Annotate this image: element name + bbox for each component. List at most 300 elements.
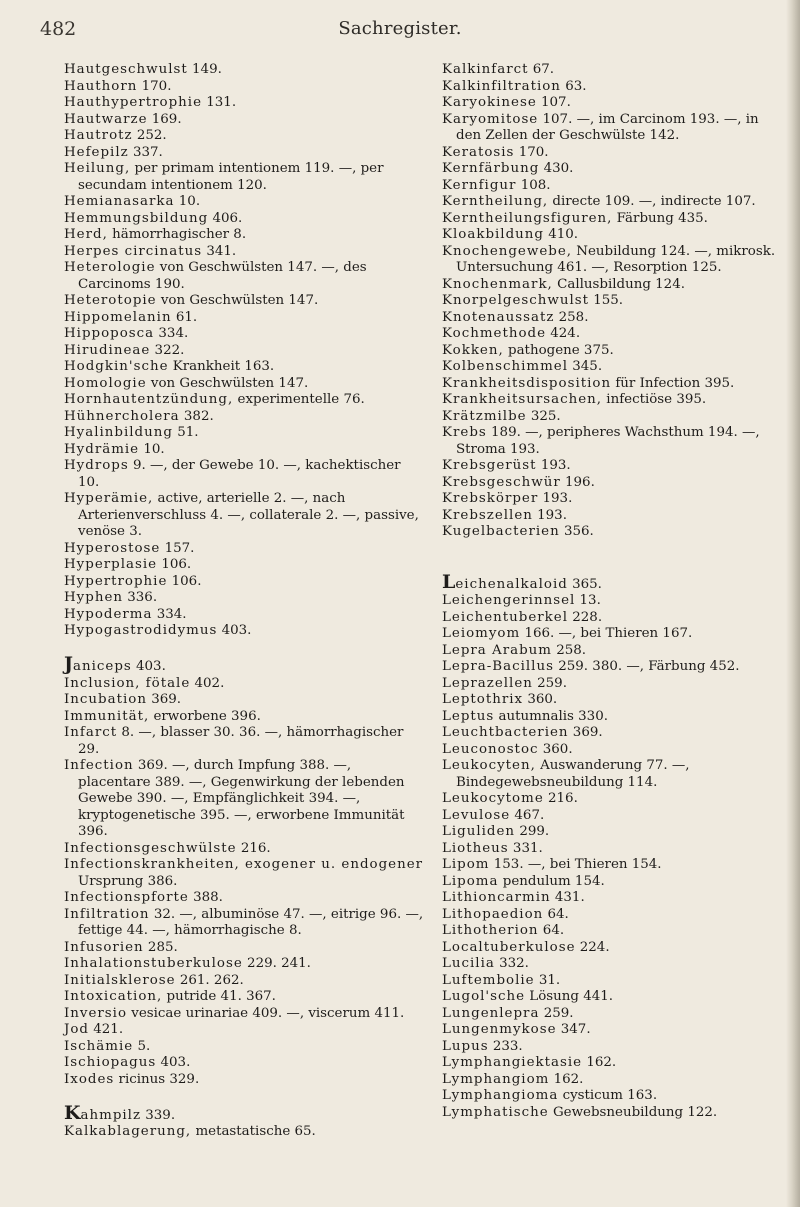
entry-keyword: Hippomelanin (64, 309, 172, 325)
index-entry (64, 244, 426, 261)
entry-references: pathogene 375. (503, 342, 614, 358)
entry-keyword: Knochengewebe, (442, 243, 572, 259)
index-entry (442, 923, 788, 940)
entry-references: 13. (575, 593, 601, 608)
section-gap (64, 1088, 426, 1105)
entry-keyword: Krebsgeschwür (442, 474, 561, 490)
index-entry (64, 574, 426, 591)
entry-references: 61. (171, 309, 198, 325)
entry-keyword: Kalkinfarct (442, 62, 529, 77)
entry-keyword: Inhalationstuberkulose (64, 956, 243, 971)
index-entry (64, 1039, 426, 1056)
entry-keyword: Hautrotz (64, 128, 133, 143)
entry-keyword: Liguliden (442, 824, 516, 839)
entry-references: 258. (554, 309, 589, 325)
entry-references: 369. (146, 692, 182, 707)
entry-references: 108. (516, 177, 551, 193)
entry-keyword: Kernfärbung (442, 161, 540, 176)
index-entry (442, 359, 788, 376)
entry-keyword: Ixodes (64, 1071, 115, 1087)
entry-references: 8. —, blasser 30. 36. —, hämorrhagischer 29. (78, 725, 404, 757)
index-entry (442, 940, 788, 957)
section-gap (442, 557, 788, 574)
entry-keyword: Hyalinbildung (64, 425, 173, 440)
index-entry (64, 973, 426, 990)
index-entry (442, 508, 788, 525)
section-initial-letter: L (442, 570, 456, 593)
entry-references: Färbung 435. (612, 210, 708, 226)
entry-references: von Geschwülsten 147. (146, 375, 309, 391)
entry-keyword: Herpes circinatus (64, 243, 203, 259)
entry-references: 216. (543, 791, 578, 806)
entry-keyword: Liotheus (442, 840, 509, 856)
entry-keyword: Hirudineae (64, 342, 151, 358)
entry-keyword: Hydrämie (64, 441, 140, 457)
entry-keyword: Kerntheilung, (442, 194, 549, 209)
entry-keyword: Krebszellen (442, 507, 533, 523)
index-entry (442, 95, 788, 112)
entry-keyword: Kokken, (442, 342, 504, 358)
index-entry (442, 392, 788, 409)
entry-references: experimentelle 76. (233, 392, 365, 407)
index-entry (442, 725, 788, 742)
entry-references: für Infection 395. (611, 375, 735, 391)
entry-references: 189. —, peripheres Wachsthum 194. —, Stroma 193. (456, 425, 760, 457)
entry-references: infectiöse 395. (602, 392, 707, 407)
page-header (0, 14, 800, 44)
entry-references: metastatische 65. (191, 1124, 316, 1139)
entry-references: per primam intentionem 119. —, per secundam intentionem 120. (78, 161, 384, 193)
entry-keyword: Leprazellen (442, 675, 533, 691)
index-entry (64, 1072, 426, 1089)
entry-references: directe 109. —, indirecte 107. (548, 194, 756, 209)
entry-keyword: Hyperostose (64, 540, 161, 556)
entry-keyword: Heterologie (64, 260, 156, 275)
index-entry (64, 392, 426, 409)
index-entry (442, 989, 788, 1006)
entry-references: 193. (532, 507, 567, 523)
entry-keyword: Lipoma (442, 873, 499, 889)
entry-references: 5. (133, 1038, 151, 1054)
index-entry (64, 1055, 426, 1072)
index-entry (442, 425, 788, 458)
entry-references: 193. (536, 458, 571, 473)
entry-references: 369. (568, 725, 603, 740)
entry-keyword: Inclusion, fötale (64, 675, 191, 691)
entry-keyword: Hydrops (64, 458, 129, 473)
index-entry (64, 692, 426, 709)
entry-references: 259. (532, 675, 567, 691)
entry-references: 388. (188, 890, 223, 905)
index-entry (442, 643, 788, 660)
entry-keyword: Hyperplasie (64, 557, 158, 572)
entry-keyword: Knorpelgeschwulst (442, 293, 589, 308)
entry-references: autumnalis 330. (494, 708, 608, 724)
index-entry (442, 458, 788, 475)
entry-references: 157. (160, 540, 195, 556)
entry-keyword: Hypogastrodidymus (64, 623, 218, 638)
entry-references: ricinus 329. (114, 1071, 200, 1087)
entry-references: 299. (515, 824, 550, 839)
entry-references: 10. (174, 194, 201, 209)
index-entry (442, 973, 788, 990)
entry-references: 431. (550, 890, 585, 905)
entry-keyword: Lepra Arabum (442, 642, 552, 658)
entry-references: 382. (179, 408, 214, 424)
entry-keyword: Infectionskrankheiten, exogener u. endogener (64, 857, 424, 872)
entry-references: Gewebsneubildung 122. (548, 1104, 718, 1120)
index-entry (64, 425, 426, 442)
index-entry (64, 128, 426, 145)
entry-keyword: Jod (64, 1022, 90, 1037)
entry-keyword: Infectionspforte (64, 890, 189, 905)
entry-references: 403. (217, 623, 252, 638)
entry-keyword: Heilung, (64, 161, 131, 176)
entry-references: 325. (526, 408, 561, 424)
entry-keyword: Lithotherion (442, 923, 539, 938)
entry-keyword: Kerntheilungsfiguren, (442, 210, 613, 226)
entry-references: erworbene 396. (149, 708, 261, 724)
entry-references: Callusbildung 124. (552, 276, 685, 292)
index-entry (64, 458, 426, 491)
index-entry (64, 161, 426, 194)
entry-keyword: Hauthypertrophie (64, 95, 202, 110)
entry-references: 369. —, durch Impfung 388. —, placentare 389. —, Gegenwirkung der lebenden Gewebe 390. —, Empfänglichkeit 394. —, kryptogenetische 395. —, erworbene Immunität 396. (78, 758, 405, 839)
index-entry (64, 442, 426, 459)
index-entry (64, 343, 426, 360)
index-entry (442, 409, 788, 426)
entry-keyword: Keratosis (442, 144, 515, 160)
entry-keyword: Lungenlepra (442, 1005, 540, 1021)
entry-references: 252. (132, 128, 167, 143)
index-entry (442, 890, 788, 907)
entry-keyword: Lithopaedion (442, 906, 544, 922)
entry-references: putride 41. 367. (162, 989, 276, 1004)
index-entry (442, 676, 788, 693)
index-entry (64, 376, 426, 393)
index-entry (442, 956, 788, 973)
entry-references: 334. (154, 326, 189, 341)
entry-references: 107. —, im Carcinom 193. —, in den Zellen der Geschwülste 142. (456, 111, 759, 143)
entry-keyword: Leptus (442, 708, 495, 724)
entry-keyword: Leukocytome (442, 791, 544, 806)
index-entry (442, 593, 788, 610)
entry-keyword: Leptothrix (442, 692, 524, 707)
index-entry (442, 841, 788, 858)
index-entry (64, 1006, 426, 1023)
index-entry (64, 607, 426, 624)
entry-references: 347. (556, 1022, 591, 1037)
entry-keyword: Karyomitose (442, 111, 539, 127)
entry-references: 10. (139, 441, 165, 457)
index-entry (64, 79, 426, 96)
entry-references: cysticum 163. (558, 1088, 658, 1103)
entry-references: 334. (152, 606, 187, 622)
index-entry (64, 112, 426, 129)
entry-references: 337. (128, 144, 163, 160)
index-entry (64, 709, 426, 726)
index-entry (64, 310, 426, 327)
entry-references: 32. —, albuminöse 47. —, eitrige 96. —, fettige 44. —, hämorrhagische 8. (78, 906, 424, 938)
index-entry (64, 590, 426, 607)
entry-keyword: Kolbenschimmel (442, 359, 568, 374)
entry-keyword: Hauthorn (64, 78, 138, 94)
entry-references: 170. (514, 144, 549, 160)
section-gap (442, 541, 788, 558)
entry-references: 261. 262. (175, 972, 244, 988)
entry-references: 155. (588, 293, 624, 308)
entry-keyword: Localtuberkulose (442, 939, 576, 955)
entry-references: Lösung 441. (525, 989, 614, 1004)
index-entry (64, 227, 426, 244)
entry-references: von Geschwülsten 147. (156, 293, 319, 308)
entry-keyword: Incubation (64, 692, 147, 707)
entry-keyword: Knotenaussatz (442, 309, 555, 325)
entry-references: 360. (523, 692, 558, 707)
entry-keyword: Infiltration (64, 906, 150, 922)
entry-keyword: Lymphangiom (442, 1071, 550, 1087)
index-entry (442, 791, 788, 808)
entry-keyword: Hornhautentzündung, (64, 392, 234, 407)
entry-keyword: Luftembolie (442, 972, 535, 988)
entry-references: 259. 380. —, Färbung 452. (553, 659, 740, 674)
entry-references: 403. (156, 1055, 191, 1070)
entry-keyword: Kalkinfiltration (442, 78, 561, 94)
index-entry (442, 610, 788, 627)
entry-references: 149. (187, 62, 222, 77)
index-entry (64, 841, 426, 858)
index-entry (64, 95, 426, 112)
entry-keyword: Leichengerinnsel (442, 593, 576, 608)
entry-references: 162. (549, 1071, 584, 1087)
entry-references: 169. (147, 111, 182, 127)
index-entry (442, 524, 788, 541)
entry-keyword: Krebs (442, 425, 487, 440)
entry-keyword: Krätzmilbe (442, 408, 527, 424)
index-entry (64, 890, 426, 907)
entry-keyword: Hippoposca (64, 326, 155, 341)
entry-references: 341. (202, 243, 237, 259)
entry-references: 106. (167, 573, 202, 589)
index-entry (442, 112, 788, 145)
entry-keyword: Hodgkin'sche (64, 359, 169, 374)
entry-references: 67. (528, 62, 555, 77)
entry-references: 224. (575, 939, 610, 955)
entry-references: 64. (543, 906, 569, 922)
index-entry (64, 653, 426, 676)
index-entry (64, 359, 426, 376)
entry-keyword: Lungenmykose (442, 1022, 557, 1037)
entry-references: hämorrhagischer 8. (107, 227, 247, 242)
index-entry (64, 293, 426, 310)
entry-keyword: Infarct (64, 725, 118, 740)
index-entry (442, 692, 788, 709)
entry-keyword: Lipom (442, 857, 490, 872)
entry-keyword: Hemmungsbildung (64, 210, 209, 226)
index-entry (442, 857, 788, 874)
index-entry (442, 178, 788, 195)
entry-keyword: Leuconostoc (442, 741, 539, 757)
index-entry (442, 1072, 788, 1089)
entry-references: Krankheit 163. (168, 359, 275, 374)
index-entry (64, 557, 426, 574)
entry-keyword: Kalkablagerung, (64, 1124, 192, 1139)
entry-references: 360. (538, 741, 573, 757)
entry-keyword: Hautwarze (64, 111, 148, 127)
entry-keyword: Lymphangioma (442, 1088, 559, 1103)
entry-references: 162. (582, 1055, 617, 1070)
index-entry (64, 541, 426, 558)
entry-keyword: Hyperämie, (64, 491, 154, 506)
entry-keyword: Kugelbacterien (442, 524, 560, 539)
entry-references: 285. (143, 939, 178, 955)
entry-keyword: Kahmpilz (64, 1101, 142, 1124)
entry-references: 196. (560, 474, 595, 490)
index-entry (64, 907, 426, 940)
entry-references: 322. (150, 342, 185, 358)
section-initial-letter: J (64, 653, 73, 675)
index-entry (442, 475, 788, 492)
index-entry (442, 709, 788, 726)
entry-keyword: Immunität, (64, 708, 150, 724)
index-entry (442, 808, 788, 825)
entry-references: 402. (190, 675, 225, 691)
index-entry (442, 874, 788, 891)
entry-keyword: Lymphatische (442, 1104, 549, 1120)
entry-keyword: Levulose (442, 807, 511, 823)
index-entry (442, 659, 788, 676)
entry-references: 51. (172, 425, 199, 440)
entry-references: 406. (208, 210, 243, 226)
index-entry (442, 742, 788, 759)
index-entry (442, 62, 788, 79)
entry-references: 228. (568, 609, 603, 625)
index-entry (442, 326, 788, 343)
entry-references: 170. (137, 78, 172, 94)
index-entry (64, 940, 426, 957)
index-entry (64, 676, 426, 693)
entry-references: 31. (534, 972, 561, 988)
entry-references: 166. —, bei Thieren 167. (520, 626, 693, 641)
index-entry (442, 310, 788, 327)
entry-keyword: Krankheitsursachen, (442, 392, 603, 407)
index-entry (64, 491, 426, 541)
entry-keyword: Lepra-Bacillus (442, 659, 554, 674)
index-entry (64, 623, 426, 640)
entry-keyword: Inversio (64, 1005, 128, 1021)
index-entry (442, 79, 788, 96)
entry-references: Ursprung 386. (78, 873, 178, 889)
entry-references: 365. (567, 576, 602, 592)
entry-keyword: Krebskörper (442, 491, 539, 506)
index-entry (442, 824, 788, 841)
index-entry (442, 211, 788, 228)
entry-references: 216. (236, 840, 271, 856)
entry-keyword: Hefepilz (64, 144, 129, 160)
entry-keyword: Hühnercholera (64, 408, 180, 424)
entry-keyword: Infusorien (64, 939, 144, 955)
entry-keyword: Hypertrophie (64, 573, 168, 589)
entry-references: 64. (538, 923, 565, 938)
entry-keyword: Krebsgerüst (442, 458, 537, 473)
index-entry (442, 907, 788, 924)
entry-references: vesicae urinariae 409. —, viscerum 411. (127, 1005, 405, 1021)
section-initial-letter: K (64, 1101, 81, 1124)
entry-references: 9. —, der Gewebe 10. —, kachektischer 10. (78, 458, 401, 490)
entry-keyword: Leuchtbacterien (442, 725, 569, 740)
entry-keyword: Infectionsgeschwülste (64, 840, 237, 856)
index-entry (442, 570, 788, 594)
entry-keyword: Infection (64, 758, 134, 773)
entry-keyword: Leiomyom (442, 626, 521, 641)
entry-keyword: Lucilia (442, 956, 495, 971)
index-entry (64, 145, 426, 162)
entry-keyword: Karyokinese (442, 95, 537, 110)
left-index-column (64, 62, 426, 1141)
index-entry (442, 758, 788, 791)
entry-references: 258. (551, 642, 587, 658)
entry-references: 106. (157, 557, 192, 572)
index-entry (64, 1101, 426, 1125)
index-entry (64, 758, 426, 841)
index-entry (442, 161, 788, 178)
index-entry (442, 293, 788, 310)
entry-references: 259. (539, 1005, 574, 1021)
entry-references: von Geschwülsten 147. —, des Carcinoms 190. (78, 260, 367, 292)
index-entry (442, 244, 788, 277)
index-entry (442, 1055, 788, 1072)
index-entry (64, 409, 426, 426)
entry-keyword: Leukocyten, (442, 758, 536, 773)
entry-references: 339. (141, 1107, 176, 1123)
index-entry (64, 725, 426, 758)
entry-references: 331. (508, 840, 543, 856)
index-entry (442, 1022, 788, 1039)
index-entry (64, 989, 426, 1006)
entry-keyword: Krankheitsdisposition (442, 375, 612, 391)
entry-keyword: Hemianasarka (64, 194, 175, 209)
entry-references: 153. —, bei Thieren 154. (489, 857, 662, 872)
entry-keyword: Lupus (442, 1038, 489, 1054)
index-entry (442, 1105, 788, 1122)
entry-references: 467. (510, 807, 545, 823)
entry-references: Neubildung 124. —, mikrosk. Untersuchung 461. —, Resorption 125. (456, 243, 776, 275)
entry-keyword: Ischiopagus (64, 1055, 157, 1070)
index-entry (442, 277, 788, 294)
entry-keyword: Kernfigur (442, 177, 517, 193)
entry-keyword: Hautgeschwulst (64, 62, 188, 77)
entry-references: 336. (123, 590, 158, 605)
index-entry (442, 1006, 788, 1023)
entry-references: 193. (538, 491, 573, 506)
index-entry (64, 194, 426, 211)
entry-keyword: Herd, (64, 227, 108, 242)
index-entry (442, 343, 788, 360)
index-entry (442, 1039, 788, 1056)
index-entry (442, 376, 788, 393)
index-entry (64, 62, 426, 79)
entry-references: 107. (536, 95, 571, 110)
entry-references: 233. (488, 1038, 523, 1054)
index-entry (442, 194, 788, 211)
entry-keyword: Kloakbildung (442, 227, 544, 242)
right-index-column (442, 62, 788, 1121)
entry-keyword: Knochenmark, (442, 276, 553, 292)
entry-keyword: Hyphen (64, 590, 123, 605)
entry-references: 63. (560, 78, 587, 94)
entry-keyword: Ischämie (64, 1038, 134, 1054)
page-number: 482 (40, 18, 77, 40)
